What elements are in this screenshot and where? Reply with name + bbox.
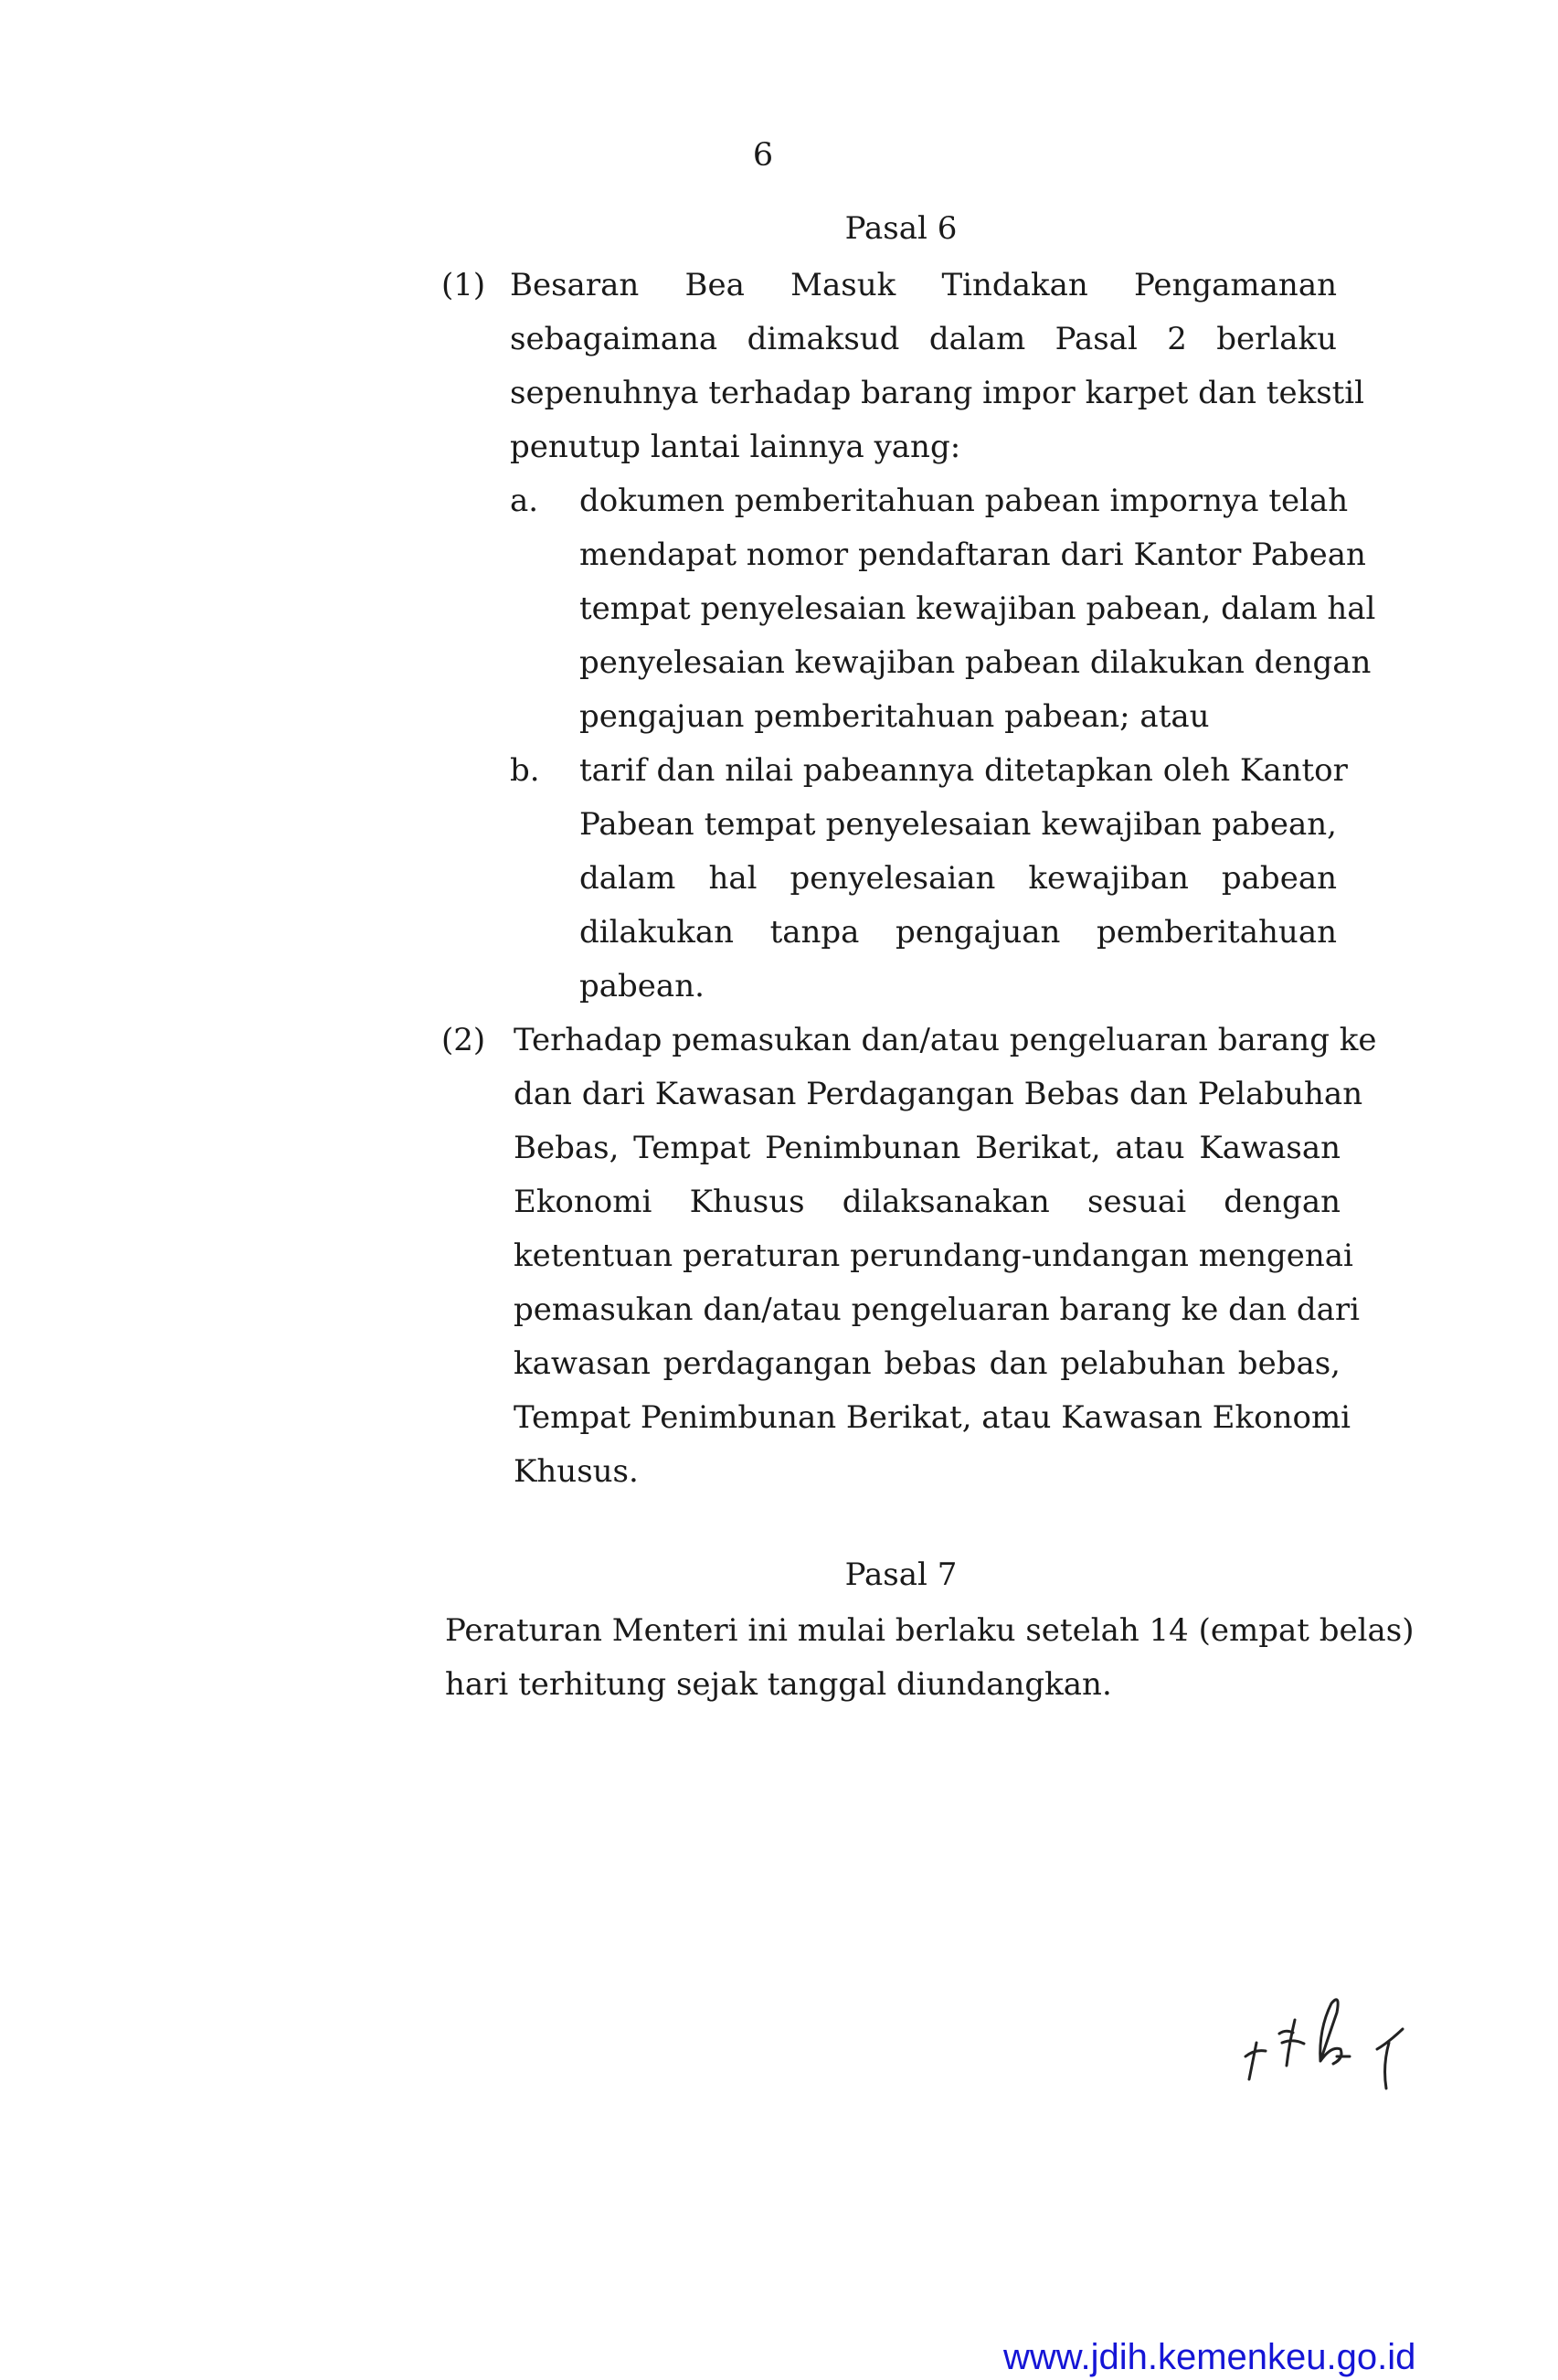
item-2-number: (2) [441,1022,486,1058]
sub-a-line: dokumen pemberitahuan pabean impornya telah [579,483,1349,519]
item-1-number: (1) [441,267,486,303]
sub-a-text [579,474,1376,744]
sub-b-line: dilakukan tanpa pengajuan pemberitahuan [579,914,1337,951]
item-1-line: sepenuhnya terhadap barang impor karpet dan tekstil [510,375,1365,411]
item-2-line: pemasukan dan/atau pengeluaran barang ke dan dari [514,1291,1361,1328]
sub-b-line: tarif dan nilai pabeannya ditetapkan oleh Kantor [579,752,1348,789]
sub-a-line: penyelesaian kewajiban pabean dilakukan dengan [579,644,1372,681]
sub-a-line: pengajuan pemberitahuan pabean; atau [579,698,1210,735]
item-1-text [510,259,1365,474]
item-2-line: Bebas, Tempat Penimbunan Berikat, atau Kawasan [514,1130,1341,1166]
item-2-line: ketentuan peraturan perundang-undangan mengenai [514,1238,1353,1274]
pasal-7-heading: Pasal 7 [844,1557,958,1593]
page-number: 6 [752,137,774,174]
item-2-line: dan dari Kawasan Perdagangan Bebas dan Pelabuhan [514,1076,1363,1112]
pasal-7-line: Peraturan Menteri ini mulai berlaku setelah 14 (empat belas) [445,1612,1415,1649]
item-2-line: Terhadap pemasukan dan/atau pengeluaran barang ke [514,1022,1377,1058]
footer-url-link[interactable]: www.jdih.kemenkeu.go.id [1003,2337,1416,2377]
item-2-text [514,1014,1377,1499]
item-2-line: kawasan perdagangan bebas dan pelabuhan bebas, [514,1345,1341,1382]
item-1-line: sebagaimana dimaksud dalam Pasal 2 berlaku [510,321,1337,357]
pasal-7-text [445,1604,1415,1712]
item-2-line: Ekonomi Khusus dilaksanakan sesuai dengan [514,1184,1341,1220]
item-2-line: Tempat Penimbunan Berikat, atau Kawasan Ekonomi [514,1399,1351,1436]
sub-a-letter: a. [510,483,539,519]
sub-b-line: pabean. [579,968,705,1004]
sub-b-letter: b. [510,752,540,789]
item-1-line: penutup lantai lainnya yang: [510,429,961,465]
pasal-6-heading: Pasal 6 [844,210,958,247]
item-1-line: Besaran Bea Masuk Tindakan Pengamanan [510,267,1337,303]
sub-a-line: mendapat nomor pendaftaran dari Kantor Pabean [579,537,1366,573]
initials-signature [1229,1992,1439,2093]
item-2-line: Khusus. [514,1453,639,1490]
sub-a-line: tempat penyelesaian kewajiban pabean, dalam hal [579,590,1376,627]
sub-b-text [579,744,1348,1014]
sub-b-line: dalam hal penyelesaian kewajiban pabean [579,860,1337,897]
pasal-7-line: hari terhitung sejak tanggal diundangkan. [445,1666,1112,1703]
sub-b-line: Pabean tempat penyelesaian kewajiban pabean, [579,806,1337,843]
